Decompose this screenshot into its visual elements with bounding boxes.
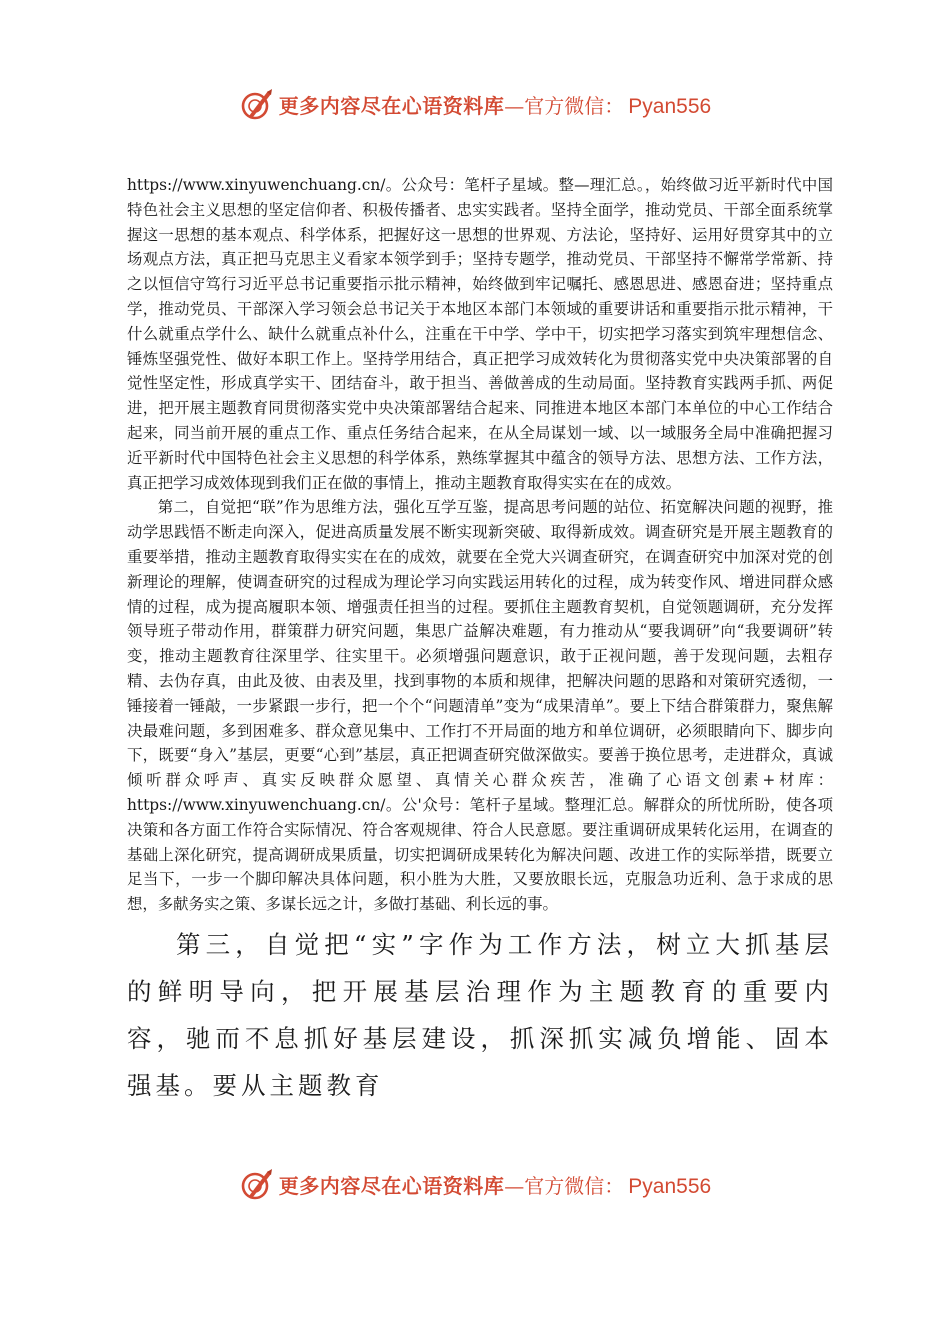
banner-brand-text: 更多内容尽在心语资料库 (278, 1173, 505, 1198)
quill-pen-logo-icon (239, 1166, 275, 1202)
banner-sub-text: —官方微信： (504, 93, 625, 118)
paragraph-1: https://www.xinyuwenchuang.cn/。公众号：笔杆子星域。整—理汇总。，始终做习近平新时代中国特色社会主义思想的坚定信仰者、积极传播者、忠实实践者。坚持全面学，推动党员、干部全面系统掌握这一思想的基本观点、科学体系，把握好这一思想的世界观、方法论，坚持好、运用好贯穿其中的立场观点方法，真正把马克思主义看家本领学到手；坚持专题学，推动党员、干部坚持不懈常学常新、持之以恒信守笃行习近平总书记重要指示批示精神，始终做到牢记嘱托、感恩思进、感恩奋进；坚持重点学，推动党员、干部深入学习领会总书记关于本地区本部门本领域的重要讲话和重要指示批示精神，干什么就重点学什么、缺什么就重点补什么，注重在干中学、学中干，切实把学习落实到筑牢理想信念、锤炼坚强党性、做好本职工作上。坚持学用结合，真正把学习成效转化为贯彻落实党中央决策部署的自觉性坚定性，形成真学实干、团结奋斗，敢于担当、善做善成的生动局面。坚持教育实践两手抓、两促进，把开展主题教育同贯彻落实党中央决策部署结合起来、同推进本地区本部门本单位的中心工作结合起来，同当前开展的重点工作、重点任务结合起来，在从全局谋划一域、以一域服务全局中准确把握习近平新时代中国特色社会主义思想的科学体系，熟练掌握其中蕴含的领导方法、思想方法、工作方法，真正把学习成效体现到我们正在做的事情上，推动主题教育取得实实在在的成效。 (127, 176, 833, 492)
banner-wechat-handle: Pyan556 (628, 94, 712, 118)
paragraph-2: 第二，自觉把“联”作为思维方法，强化互学互鉴，提高思考问题的站位、拓宽解决问题的视野，推动学思践悟不断走向深入，促进高质量发展不断实现新突破、取得新成效。调查研究是开展主题教育的重要举措，推动主题教育取得实实在在的成效，就要在全党大兴调查研究，在调查研究中加深对党的创新理论的理解，使调查研究的过程成为理论学习向实践运用转化的过程，成为转变作风、增进同群众感情的过程，成为提高履职本领、增强责任担当的过程。要抓住主题教育契机，自觉领题调研，充分发挥领导班子带动作用，群策群力研究问题，集思广益解决难题，有力推动从“要我调研”向“我要调研”转变，推动主题教育往深里学、往实里干。必须增强问题意识，敢于正视问题，善于发现问题，去粗存精、去伪存真，由此及彼、由表及里，找到事物的本质和规律，把解决问题的思路和对策研究透彻，一锤接着一锤敲，一步紧跟一步行，把一个个“问题清单”变为“成果清单”。要上下结合群策群力，聚焦解决最难问题，多到困难多、群众意见集中、工作打不开局面的地方和单位调研，必须眼睛向下、脚步向下，既要“身入”基层，更要“心到”基层，真正把调查研究做深做实。要善于换位思考，走进群众，真诚倾听群众呼声、真实反映群众愿望、真情关心群众疾苦，准确了心语文创素+材库：https://www.xinyuwenchuang.cn/。公'众号：笔杆子星域。整理汇总。解群众的所忧所盼，使各项决策和各方面工作符合实际情况、符合客观规律、符合人民意愿。要注重调研成果转化运用，在调查的基础上深化研究，提高调研成果质量，切实把调研成果转化为解决问题、改进工作的实际举措，既要立足当下，一步一个脚印解决具体问题，积小胜为大胜，又要放眼长远，克服急功近利、急于求成的思想，多献务实之策、多谋长远之计，多做打基础、利长远的事。 (127, 498, 833, 914)
footer-banner (0, 1162, 950, 1206)
paragraph-3: 第三，自觉把“实”字作为工作方法，树立大抓基层的鲜明导向，把开展基层治理作为主题教育的重要内容，驰而不息抓好基层建设，抓深抓实减负增能、固本强基。要从主题教育 (127, 929, 833, 1100)
header-banner (0, 82, 950, 126)
banner-wechat-handle: Pyan556 (628, 1174, 712, 1198)
quill-pen-logo-icon (239, 86, 275, 122)
document-body (127, 173, 833, 1109)
banner-brand-text: 更多内容尽在心语资料库 (278, 93, 505, 118)
banner-sub-text: —官方微信： (504, 1173, 625, 1198)
